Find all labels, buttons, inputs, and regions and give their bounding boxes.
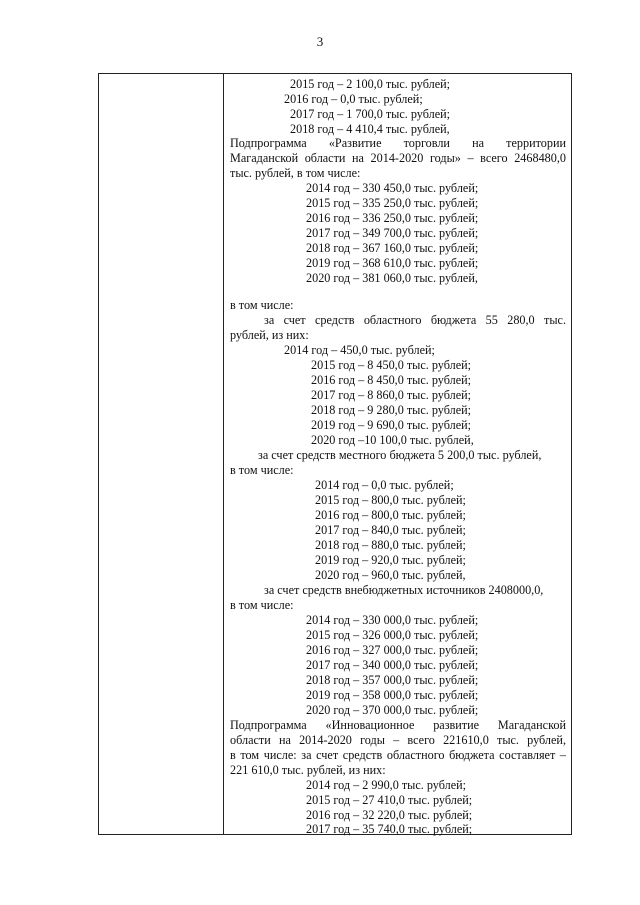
text-line: 2019 год – 920,0 тыс. рублей; [315,553,466,567]
text-line: за счет средств областного бюджета 55 280,0 тыс. [264,313,566,327]
text-line: 2015 год – 8 450,0 тыс. рублей; [311,358,472,372]
text-line: рублей, из них: [230,328,309,342]
text-line: Подпрограмма «Инновационное развитие Магаданской [230,718,566,732]
text-line: 2017 год – 840,0 тыс. рублей; [315,523,466,537]
text-line: 2016 год – 8 450,0 тыс. рублей; [311,373,472,387]
text-line: Подпрограмма «Развитие торговли на территории [230,136,566,150]
text-line: 2014 год – 450,0 тыс. рублей; [284,343,435,357]
text-line: 2020 год – 381 060,0 тыс. рублей, [306,271,478,285]
text-line: в том числе: [230,598,294,612]
text-line: 2016 год – 0,0 тыс. рублей; [284,92,423,106]
text-line: 2017 год – 8 860,0 тыс. рублей; [311,388,472,402]
text-line: в том числе: за счет средств областного бюджета составляет – [230,748,566,762]
text-line: за счет средств местного бюджета 5 200,0 тыс. рублей, [258,448,542,462]
text-line: 2017 год – 35 740,0 тыс. рублей; [306,822,473,836]
table-left-column [99,74,224,834]
text-line: 2014 год – 330 450,0 тыс. рублей; [306,181,479,195]
text-line: 2015 год – 27 410,0 тыс. рублей; [306,793,473,807]
text-line: в том числе: [230,298,294,312]
text-line: 2016 год – 800,0 тыс. рублей; [315,508,466,522]
page-number: 3 [316,34,324,49]
text-line: 2019 год – 368 610,0 тыс. рублей; [306,256,479,270]
text-line: 2019 год – 358 000,0 тыс. рублей; [306,688,479,702]
text-line: 2015 год – 326 000,0 тыс. рублей; [306,628,479,642]
text-line: Магаданской области на 2014-2020 годы» – всего 2468480,0 [230,151,566,165]
text-line: области на 2014-2020 годы – всего 221610,0 тыс. рублей, [230,733,566,747]
text-line: 2018 год – 9 280,0 тыс. рублей; [311,403,472,417]
text-line: 2018 год – 367 160,0 тыс. рублей; [306,241,479,255]
text-line: 2020 год –10 100,0 тыс. рублей, [311,433,474,447]
text-line: 2019 год – 9 690,0 тыс. рублей; [311,418,472,432]
text-line: 2015 год – 800,0 тыс. рублей; [315,493,466,507]
text-line: 2014 год – 0,0 тыс. рублей; [315,478,454,492]
text-line: 2014 год – 2 990,0 тыс. рублей; [306,778,467,792]
text-line: 2015 год – 2 100,0 тыс. рублей; [290,77,451,91]
text-line: в том числе: [230,463,294,477]
text-line: 2018 год – 4 410,4 тыс. рублей, [290,122,450,136]
text-line: 2016 год – 327 000,0 тыс. рублей; [306,643,479,657]
text-line: 2016 год – 32 220,0 тыс. рублей; [306,808,473,822]
text-line: 2016 год – 336 250,0 тыс. рублей; [306,211,479,225]
text-line: 2018 год – 880,0 тыс. рублей; [315,538,466,552]
text-line: 221 610,0 тыс. рублей, из них: [230,763,386,777]
text-line: 2017 год – 340 000,0 тыс. рублей; [306,658,479,672]
text-line: 2020 год – 960,0 тыс. рублей, [315,568,466,582]
text-line: 2017 год – 1 700,0 тыс. рублей; [290,107,451,121]
text-line: 2020 год – 370 000,0 тыс. рублей; [306,703,479,717]
table-right-column [224,74,573,834]
content-table [98,73,572,835]
text-line: тыс. рублей, в том числе: [230,166,361,180]
text-line: 2018 год – 357 000,0 тыс. рублей; [306,673,479,687]
text-line: за счет средств внебюджетных источников 2408000,0, [264,583,544,597]
text-line: 2014 год – 330 000,0 тыс. рублей; [306,613,479,627]
text-line: 2017 год – 349 700,0 тыс. рублей; [306,226,479,240]
text-line: 2015 год – 335 250,0 тыс. рублей; [306,196,479,210]
